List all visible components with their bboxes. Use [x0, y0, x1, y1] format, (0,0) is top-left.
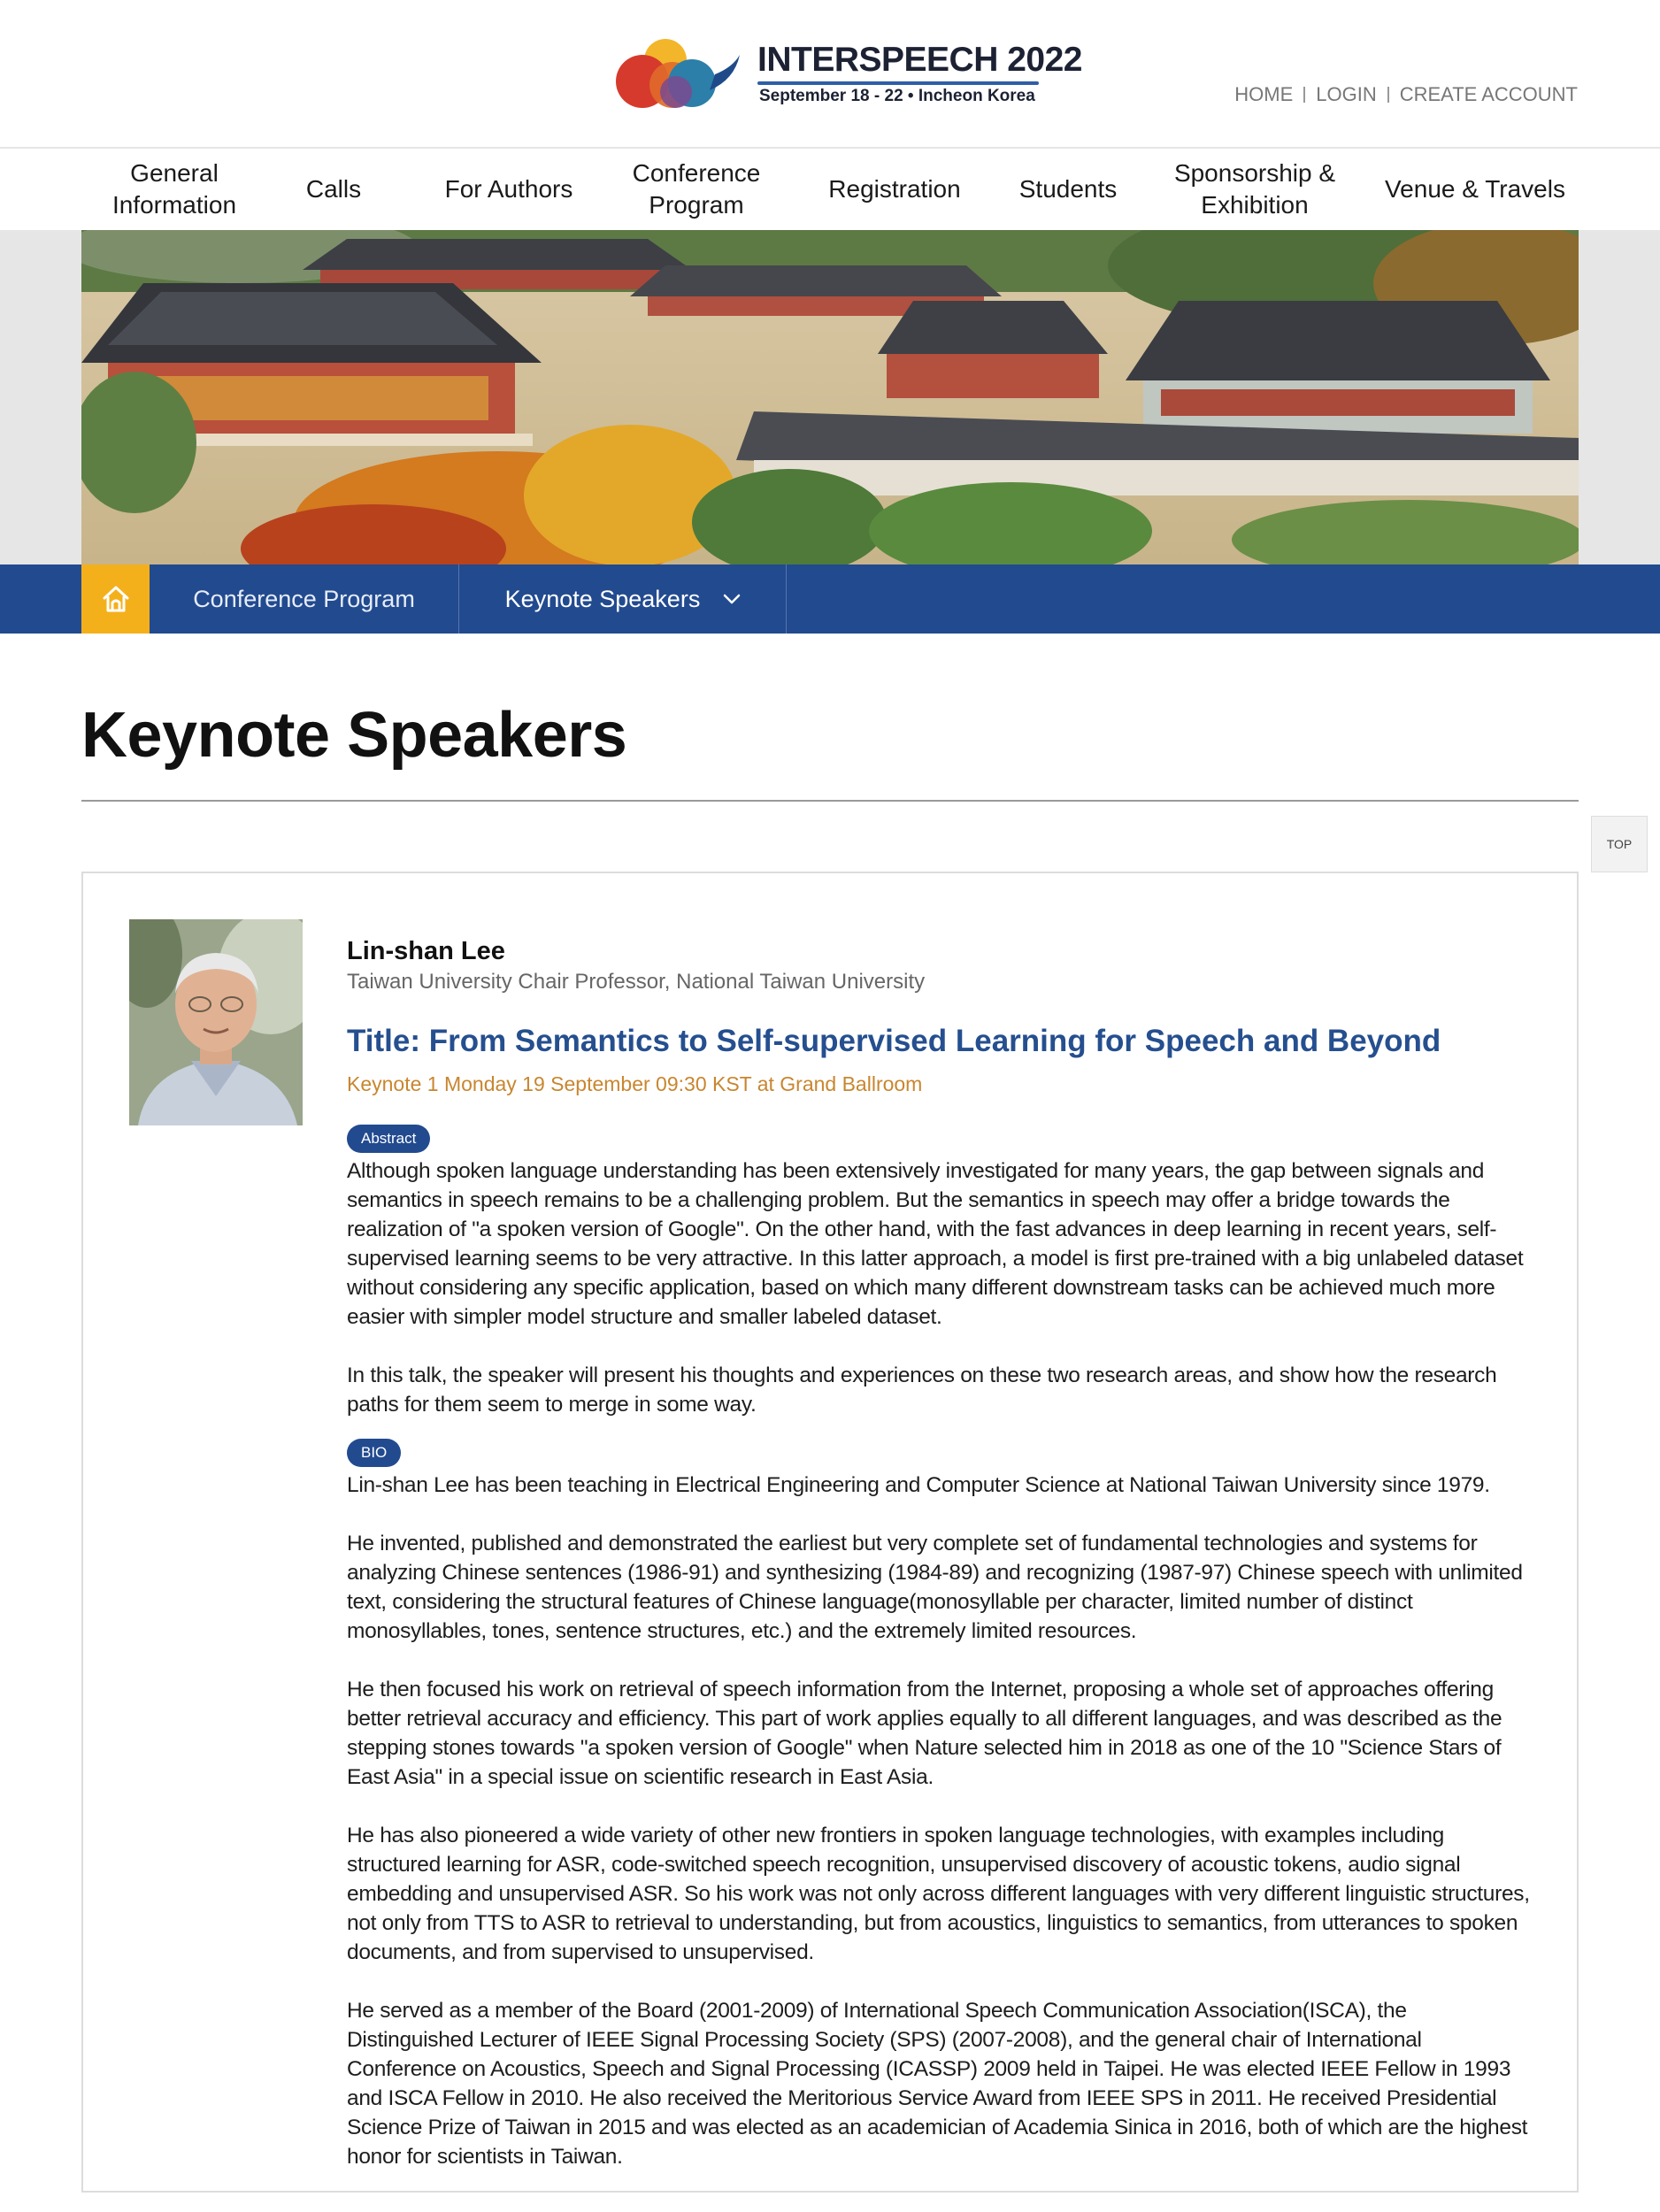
abstract-badge: Abstract — [347, 1125, 430, 1153]
bio-paragraph: Lin-shan Lee has been teaching in Electrical Engineering and Computer Science at National Taiwan University since 1979. — [347, 1473, 1490, 1497]
nav-students[interactable] — [1002, 156, 1134, 223]
nav-label: Students — [1018, 175, 1118, 203]
nav-label: Information — [111, 191, 237, 219]
page-title: Keynote Speakers — [81, 700, 627, 771]
nav-venue-travels[interactable] — [1372, 156, 1579, 223]
talk-title: Title: From Semantics to Self-supervised Learning for Speech and Beyond — [347, 1024, 1441, 1058]
site-logo[interactable] — [611, 35, 1082, 117]
logo-underline — [757, 81, 1039, 85]
create-account-link[interactable]: CREATE ACCOUNT — [1399, 83, 1578, 105]
home-button[interactable] — [81, 565, 150, 634]
scroll-to-top-button[interactable]: TOP — [1591, 816, 1648, 872]
logo-subtitle: September 18 - 22 • Incheon Korea — [759, 87, 1035, 105]
logo-mark-icon — [611, 35, 743, 115]
login-link[interactable]: LOGIN — [1316, 83, 1377, 105]
nav-registration[interactable] — [802, 156, 988, 223]
divider — [1387, 87, 1389, 103]
speaker-name: Lin-shan Lee — [347, 937, 505, 965]
nav-label: For Authors — [444, 175, 573, 203]
bio-section — [347, 1471, 1533, 2171]
nav-label: Venue & Travels — [1385, 175, 1565, 203]
bio-paragraph: He invented, published and demonstrated the earliest but very complete set of fundamental technologies and systems for analyzing Chinese sentences (1986-91) and synthesizing (1984-89) and recognizing (1987-97) Chinese speech with unlimited text, considering the structural features of Chinese language(monosyllable per character, limited number of distinct monosyllables, tones, sentence structures, etc.) and the extremely limited resources. — [347, 1532, 1523, 1643]
bio-paragraph: He served as a member of the Board (2001-2009) of International Speech Communication Association(ISCA), the Distinguished Lecturer of IEEE Signal Processing Society (SPS) (2007-2008), and the general chair of International Conference on Acoustics, Speech and Signal Processing (ICASSP) 2009 held in Taipei. He was elected IEEE Fellow in 1993 and ISCA Fellow in 2010. He also received the Meritorious Service Award from IEEE SPS in 2011. He received Presidential Science Prize of Taiwan in 2015 and was elected as an academician of Academia Sinica in 2016, both of which are the highest honor for scientists in Taiwan. — [347, 1999, 1528, 2169]
speaker-details — [347, 935, 1533, 2171]
palace-illustration — [81, 230, 1579, 565]
nav-label: Program — [649, 191, 744, 219]
utility-links — [1234, 83, 1578, 106]
title-divider — [81, 800, 1579, 802]
speaker-portrait — [129, 919, 303, 1125]
nav-conference-program[interactable] — [612, 156, 780, 223]
breadcrumb-conference-program[interactable] — [150, 565, 459, 634]
speaker-card — [81, 872, 1579, 2193]
speaker-affiliation: Taiwan University Chair Professor, National Taiwan University — [347, 970, 926, 994]
breadcrumb-label: Conference Program — [193, 585, 415, 612]
abstract-section — [347, 1156, 1533, 1419]
bio-badge: BIO — [347, 1439, 401, 1467]
site-header — [0, 0, 1660, 149]
nav-calls[interactable] — [285, 156, 382, 223]
nav-label: Conference — [632, 159, 761, 187]
nav-label: Exhibition — [1201, 191, 1309, 219]
nav-label: Calls — [305, 175, 362, 203]
nav-general-information[interactable] — [81, 156, 267, 223]
abstract-paragraph: Although spoken language understanding has been extensively investigated for many years, the gap between signals and semantics in speech remains to be a challenging problem. But the semantics in speech may offer a bridge towards the realization of "a spoken version of Google". On the other hand, with the fast advances in deep learning in recent years, self-supervised learning seems to be very attractive. In this latter approach, a model is first pre-trained with a big unlabeled dataset without considering any specific application, based on which many different downstream tasks can be achieved much more easier with simpler model structure and smaller labeled dataset. — [347, 1159, 1524, 1329]
divider — [1303, 87, 1305, 103]
breadcrumb-label: Keynote Speakers — [504, 585, 701, 612]
logo-title: INTERSPEECH 2022 — [757, 41, 1082, 79]
nav-label: General — [130, 159, 219, 187]
home-icon — [101, 584, 131, 614]
main-navigation — [81, 150, 1579, 230]
bio-paragraph: He then focused his work on retrieval of speech information from the Internet, proposing a whole set of approaches offering better retrieval accuracy and efficiency. This part of work applies equally to all different languages, and was described as the stepping stones towards "a spoken version of Google" when Nature selected him in 2018 as one of the 10 "Science Stars of East Asia" in a special issue on scientific research in East Asia. — [347, 1678, 1502, 1789]
chevron-down-icon — [723, 594, 741, 604]
speaker-photo — [129, 919, 303, 1125]
bio-paragraph: He has also pioneered a wide variety of other new frontiers in spoken language technologies, with examples including structured learning for ASR, code-switched speech recognition, unsupervised discovery of acoustic tokens, audio signal embedding and unsupervised ASR. So his work was not only across different languages with very different linguistic structures, not only from TTS to ASR to retrieval to understanding, but from acoustics, linguistics to semantics, from utterances to spoken documents, and from supervised to unsupervised. — [347, 1824, 1530, 1964]
breadcrumb-keynote-speakers-dropdown[interactable] — [460, 565, 787, 634]
nav-label: Registration — [828, 175, 961, 203]
nav-sponsorship-exhibition[interactable] — [1166, 156, 1343, 223]
home-link[interactable]: HOME — [1234, 83, 1294, 105]
nav-for-authors[interactable] — [425, 156, 593, 223]
breadcrumb — [0, 565, 1660, 634]
abstract-paragraph: In this talk, the speaker will present his thoughts and experiences on these two research areas, and show how the research paths for them seem to merge in some way. — [347, 1363, 1497, 1417]
talk-schedule: Keynote 1 Monday 19 September 09:30 KST at Grand Ballroom — [347, 1072, 923, 1095]
hero-banner-image — [81, 230, 1579, 565]
nav-label: Sponsorship & — [1173, 159, 1336, 187]
